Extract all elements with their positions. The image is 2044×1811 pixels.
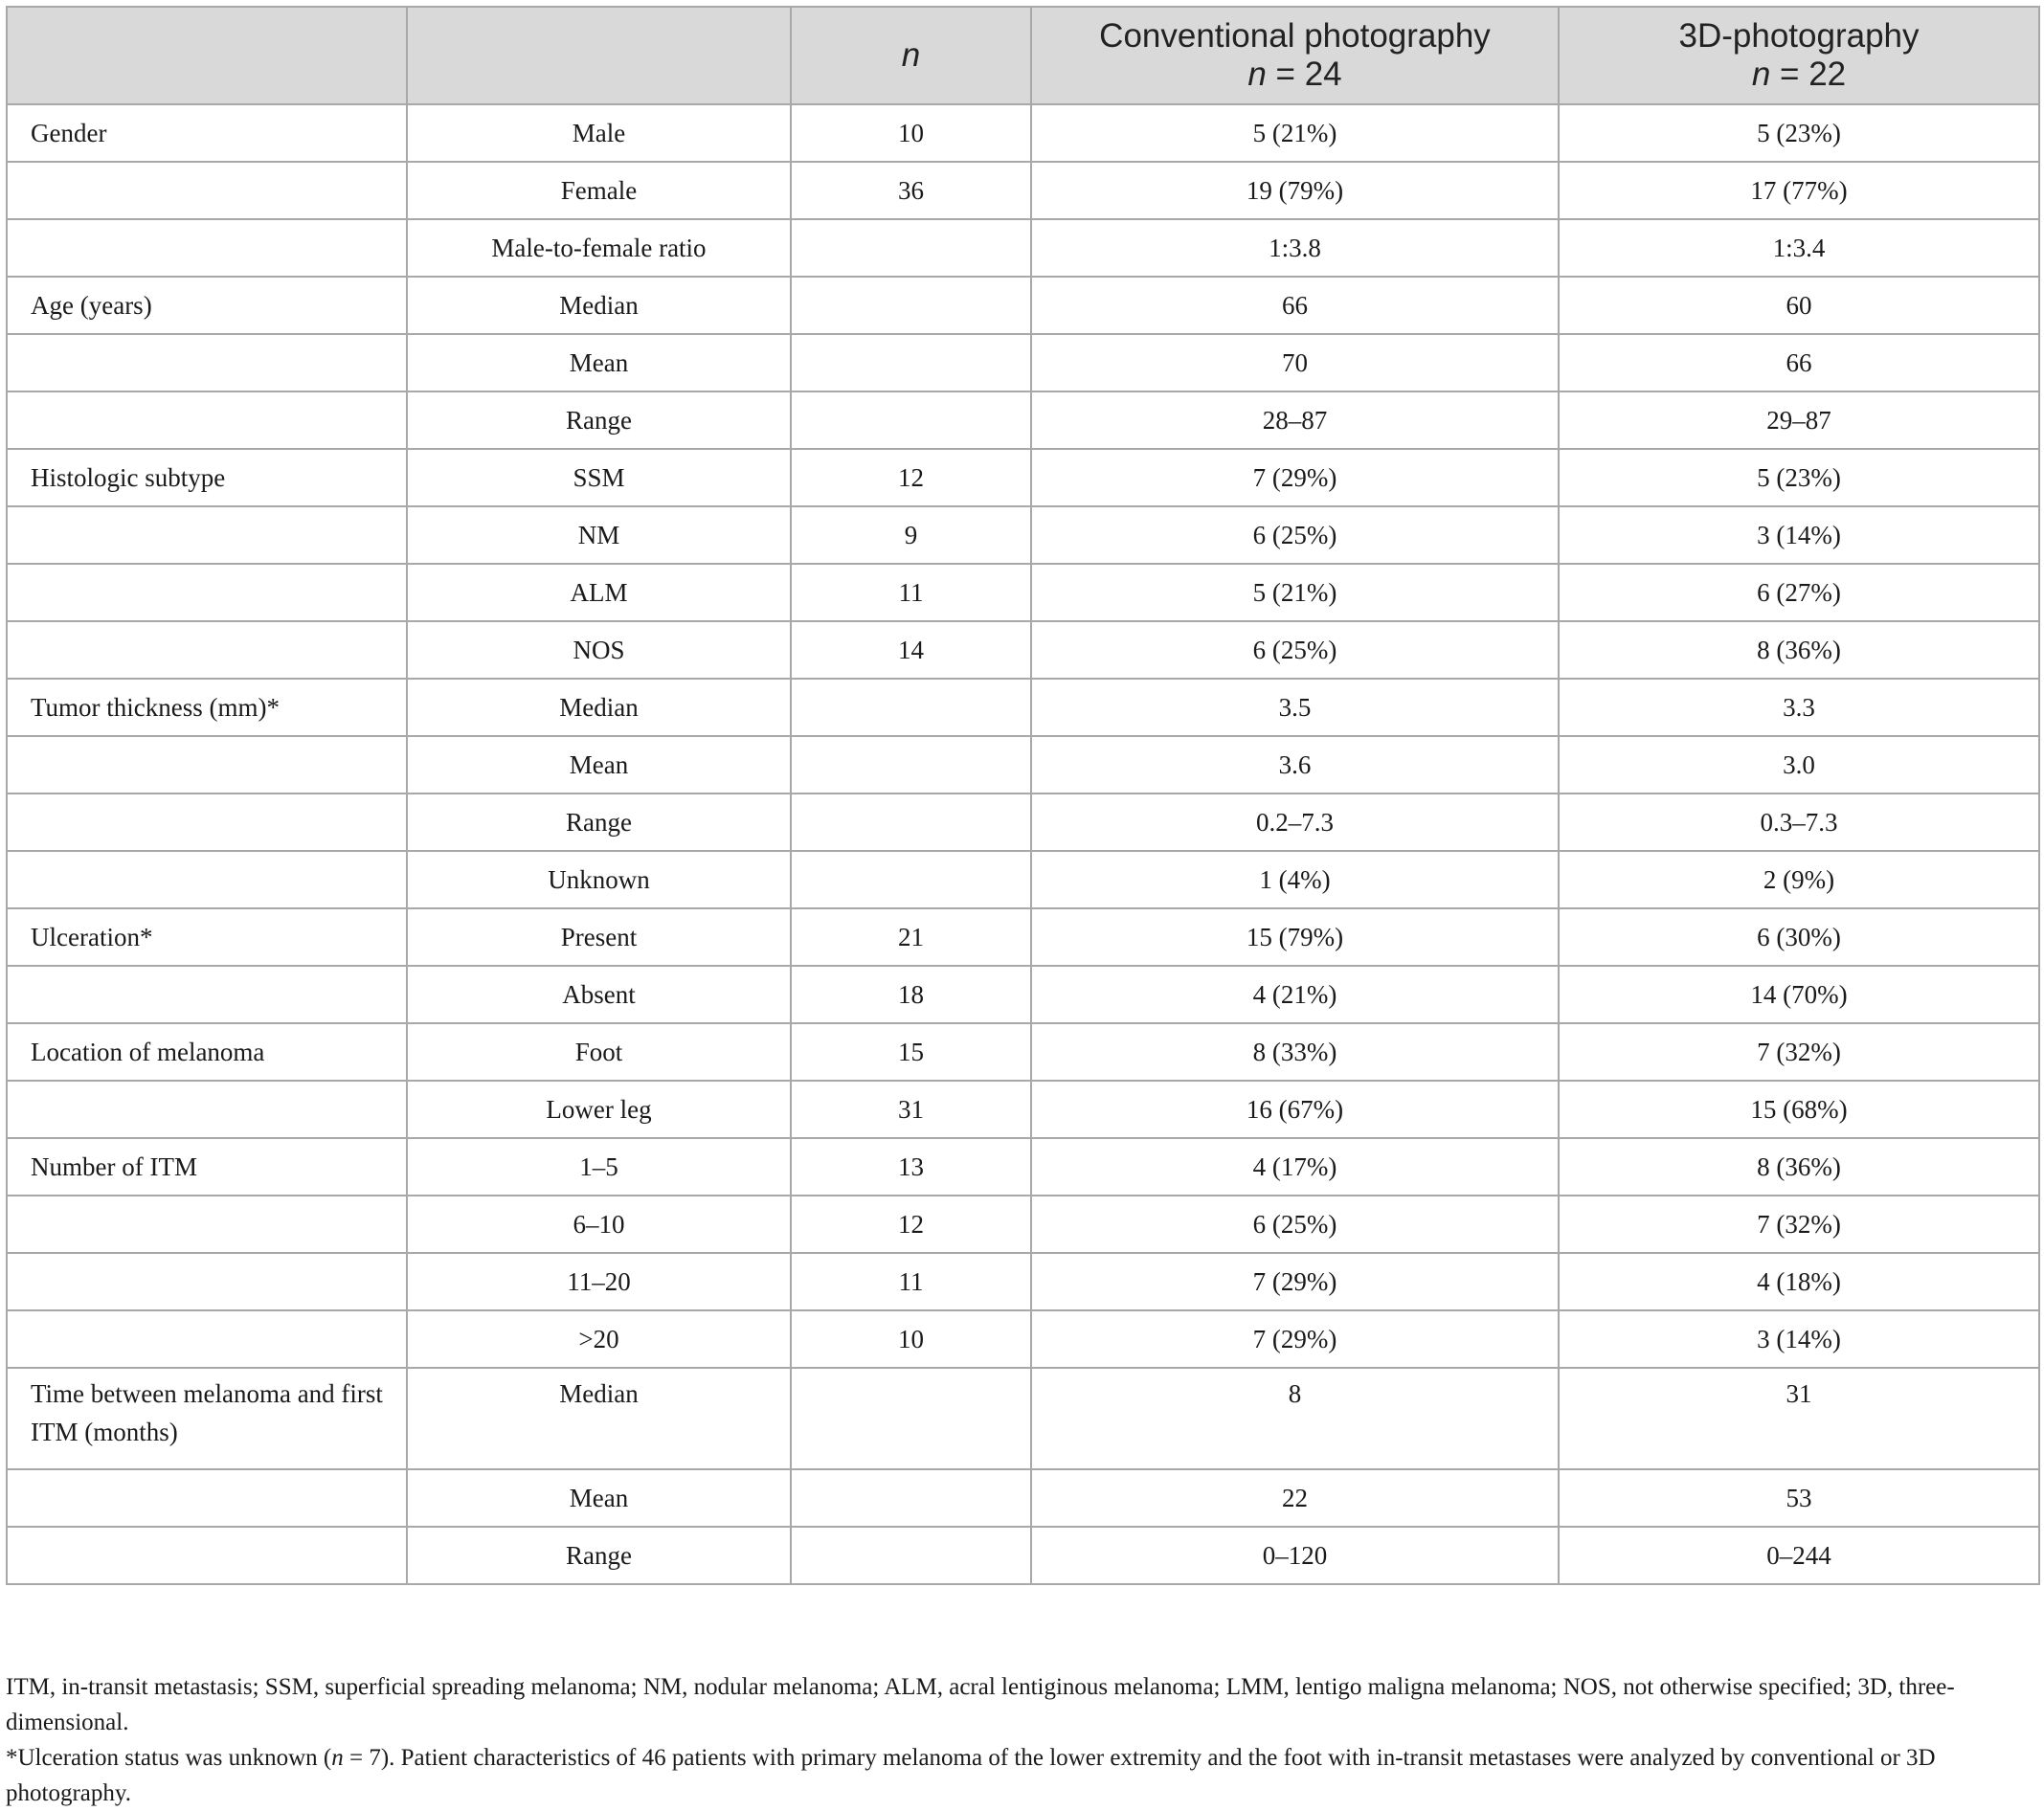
- cell-category: Age (years): [7, 277, 407, 334]
- cell-n: 13: [791, 1138, 1031, 1196]
- header-subcategory: [407, 7, 791, 104]
- table-row: [7, 219, 2039, 277]
- header-conventional-title: Conventional photography: [1099, 17, 1491, 55]
- cell-subcategory: Range: [407, 391, 791, 449]
- cell-category: [7, 1469, 407, 1527]
- table-row: [7, 794, 2039, 851]
- cell-conventional: 1 (4%): [1031, 851, 1559, 908]
- table-row: [7, 564, 2039, 621]
- cell-n: 12: [791, 1196, 1031, 1253]
- table-row: [7, 1138, 2039, 1196]
- cell-n: [791, 679, 1031, 736]
- cell-n: [791, 1527, 1031, 1584]
- cell-category: [7, 736, 407, 794]
- cell-3d: 6 (27%): [1559, 564, 2039, 621]
- cell-3d: 3 (14%): [1559, 1310, 2039, 1368]
- cell-category: [7, 564, 407, 621]
- cell-conventional: 0.2–7.3: [1031, 794, 1559, 851]
- cell-subcategory: Range: [407, 794, 791, 851]
- cell-subcategory: NM: [407, 506, 791, 564]
- header-3d: [1559, 7, 2039, 104]
- cell-category: [7, 1196, 407, 1253]
- cell-3d: 0.3–7.3: [1559, 794, 2039, 851]
- cell-n: [791, 794, 1031, 851]
- cell-conventional: 4 (17%): [1031, 1138, 1559, 1196]
- cell-subcategory: Female: [407, 162, 791, 219]
- cell-3d: 6 (30%): [1559, 908, 2039, 966]
- table-row: [7, 851, 2039, 908]
- cell-category: [7, 851, 407, 908]
- header-row: [7, 7, 2039, 104]
- cell-n: [791, 391, 1031, 449]
- cell-category: [7, 1081, 407, 1138]
- cell-category: [7, 966, 407, 1023]
- cell-n: 15: [791, 1023, 1031, 1081]
- cell-conventional: 19 (79%): [1031, 162, 1559, 219]
- cell-category: [7, 1527, 407, 1584]
- table-row: [7, 391, 2039, 449]
- cell-subcategory: Range: [407, 1527, 791, 1584]
- table-row: [7, 1253, 2039, 1310]
- cell-subcategory: Mean: [407, 334, 791, 391]
- cell-category: [7, 219, 407, 277]
- table-footnotes: [6, 1669, 2038, 1811]
- cell-subcategory: Absent: [407, 966, 791, 1023]
- cell-category: [7, 621, 407, 679]
- cell-3d: 8 (36%): [1559, 1138, 2039, 1196]
- table-row: [7, 1081, 2039, 1138]
- cell-subcategory: >20: [407, 1310, 791, 1368]
- cell-n: 10: [791, 104, 1031, 162]
- cell-category: [7, 334, 407, 391]
- cell-3d: 60: [1559, 277, 2039, 334]
- cell-3d: 8 (36%): [1559, 621, 2039, 679]
- cell-3d: 1:3.4: [1559, 219, 2039, 277]
- cell-conventional: 7 (29%): [1031, 449, 1559, 506]
- cell-conventional: 3.6: [1031, 736, 1559, 794]
- cell-subcategory: SSM: [407, 449, 791, 506]
- cell-conventional: 15 (79%): [1031, 908, 1559, 966]
- table-row: [7, 162, 2039, 219]
- cell-category: Number of ITM: [7, 1138, 407, 1196]
- footnote-ulceration: *Ulceration status was unknown (n = 7). Patient characteristics of 46 patients with primary melanoma of the lower extremity and the foot with in-transit metastases were analyzed by conventional or 3D photography.: [6, 1745, 1936, 1806]
- cell-3d: 29–87: [1559, 391, 2039, 449]
- cell-subcategory: Male-to-female ratio: [407, 219, 791, 277]
- cell-n: [791, 736, 1031, 794]
- cell-category: Tumor thickness (mm)*: [7, 679, 407, 736]
- cell-conventional: 16 (67%): [1031, 1081, 1559, 1138]
- cell-subcategory: Unknown: [407, 851, 791, 908]
- cell-conventional: 5 (21%): [1031, 564, 1559, 621]
- cell-subcategory: 6–10: [407, 1196, 791, 1253]
- header-3d-title: 3D-photography: [1678, 17, 1920, 55]
- cell-conventional: 70: [1031, 334, 1559, 391]
- cell-n: [791, 334, 1031, 391]
- table-row: [7, 908, 2039, 966]
- cell-category: Gender: [7, 104, 407, 162]
- cell-subcategory: Median: [407, 679, 791, 736]
- header-conventional: [1031, 7, 1559, 104]
- cell-category: [7, 391, 407, 449]
- cell-3d: 66: [1559, 334, 2039, 391]
- cell-3d: 5 (23%): [1559, 449, 2039, 506]
- cell-conventional: 6 (25%): [1031, 621, 1559, 679]
- cell-subcategory: Lower leg: [407, 1081, 791, 1138]
- cell-conventional: 8: [1031, 1368, 1559, 1469]
- table-row: [7, 334, 2039, 391]
- cell-category: [7, 162, 407, 219]
- table-row: [7, 621, 2039, 679]
- cell-conventional: 6 (25%): [1031, 1196, 1559, 1253]
- cell-3d: 4 (18%): [1559, 1253, 2039, 1310]
- cell-n: [791, 851, 1031, 908]
- cell-subcategory: ALM: [407, 564, 791, 621]
- cell-category: [7, 794, 407, 851]
- cell-conventional: 1:3.8: [1031, 219, 1559, 277]
- cell-3d: 5 (23%): [1559, 104, 2039, 162]
- cell-3d: 7 (32%): [1559, 1023, 2039, 1081]
- table-row: [7, 1527, 2039, 1584]
- cell-3d: 17 (77%): [1559, 162, 2039, 219]
- table-row: [7, 104, 2039, 162]
- cell-subcategory: Median: [407, 1368, 791, 1469]
- cell-conventional: 6 (25%): [1031, 506, 1559, 564]
- cell-3d: 3.0: [1559, 736, 2039, 794]
- header-n: [791, 7, 1031, 104]
- table-row: [7, 736, 2039, 794]
- cell-conventional: 4 (21%): [1031, 966, 1559, 1023]
- table-row: [7, 1196, 2039, 1253]
- cell-subcategory: 1–5: [407, 1138, 791, 1196]
- cell-n: 10: [791, 1310, 1031, 1368]
- cell-subcategory: Mean: [407, 1469, 791, 1527]
- cell-conventional: 7 (29%): [1031, 1310, 1559, 1368]
- cell-n: [791, 1368, 1031, 1469]
- table-row: [7, 1368, 2039, 1469]
- cell-conventional: 22: [1031, 1469, 1559, 1527]
- cell-n: 21: [791, 908, 1031, 966]
- cell-n: 36: [791, 162, 1031, 219]
- cell-3d: 3 (14%): [1559, 506, 2039, 564]
- cell-n: 11: [791, 564, 1031, 621]
- cell-conventional: 3.5: [1031, 679, 1559, 736]
- cell-conventional: 0–120: [1031, 1527, 1559, 1584]
- cell-conventional: 5 (21%): [1031, 104, 1559, 162]
- cell-conventional: 8 (33%): [1031, 1023, 1559, 1081]
- cell-category: Time between melanoma and first ITM (months): [7, 1368, 407, 1469]
- cell-3d: 2 (9%): [1559, 851, 2039, 908]
- header-category: [7, 7, 407, 104]
- cell-category: Location of melanoma: [7, 1023, 407, 1081]
- table-row: [7, 1469, 2039, 1527]
- table-row: [7, 506, 2039, 564]
- cell-3d: 31: [1559, 1368, 2039, 1469]
- cell-subcategory: Male: [407, 104, 791, 162]
- cell-category: Histologic subtype: [7, 449, 407, 506]
- cell-subcategory: Median: [407, 277, 791, 334]
- table-row: [7, 449, 2039, 506]
- cell-3d: 53: [1559, 1469, 2039, 1527]
- cell-subcategory: Present: [407, 908, 791, 966]
- cell-category: [7, 1310, 407, 1368]
- table-row: [7, 277, 2039, 334]
- table-row: [7, 1023, 2039, 1081]
- table-row: [7, 966, 2039, 1023]
- cell-subcategory: 11–20: [407, 1253, 791, 1310]
- cell-conventional: 7 (29%): [1031, 1253, 1559, 1310]
- header-n-label: n: [901, 36, 921, 74]
- cell-n: [791, 277, 1031, 334]
- patient-characteristics-table: [6, 6, 2040, 1585]
- cell-3d: 14 (70%): [1559, 966, 2039, 1023]
- table-row: [7, 679, 2039, 736]
- footnote-abbreviations: ITM, in-transit metastasis; SSM, superficial spreading melanoma; NM, nodular melanoma; ALM, acral lentiginous melanoma; LMM, lentigo maligna melanoma; NOS, not otherwise specified; 3D, three-dimensional.: [6, 1674, 1955, 1735]
- cell-3d: 15 (68%): [1559, 1081, 2039, 1138]
- header-conventional-n: n = 24: [1247, 56, 1342, 93]
- header-3d-n: n = 22: [1751, 56, 1847, 93]
- table-row: [7, 1310, 2039, 1368]
- cell-category: Ulceration*: [7, 908, 407, 966]
- cell-n: 12: [791, 449, 1031, 506]
- cell-subcategory: Mean: [407, 736, 791, 794]
- cell-subcategory: Foot: [407, 1023, 791, 1081]
- cell-n: 11: [791, 1253, 1031, 1310]
- cell-3d: 3.3: [1559, 679, 2039, 736]
- cell-n: 14: [791, 621, 1031, 679]
- cell-n: 31: [791, 1081, 1031, 1138]
- cell-3d: 7 (32%): [1559, 1196, 2039, 1253]
- cell-n: 9: [791, 506, 1031, 564]
- table-container: [6, 6, 2038, 1585]
- cell-conventional: 28–87: [1031, 391, 1559, 449]
- cell-3d: 0–244: [1559, 1527, 2039, 1584]
- cell-n: [791, 1469, 1031, 1527]
- cell-n: 18: [791, 966, 1031, 1023]
- cell-n: [791, 219, 1031, 277]
- cell-subcategory: NOS: [407, 621, 791, 679]
- cell-category: [7, 506, 407, 564]
- table-body: [7, 104, 2039, 1584]
- cell-category: [7, 1253, 407, 1310]
- cell-conventional: 66: [1031, 277, 1559, 334]
